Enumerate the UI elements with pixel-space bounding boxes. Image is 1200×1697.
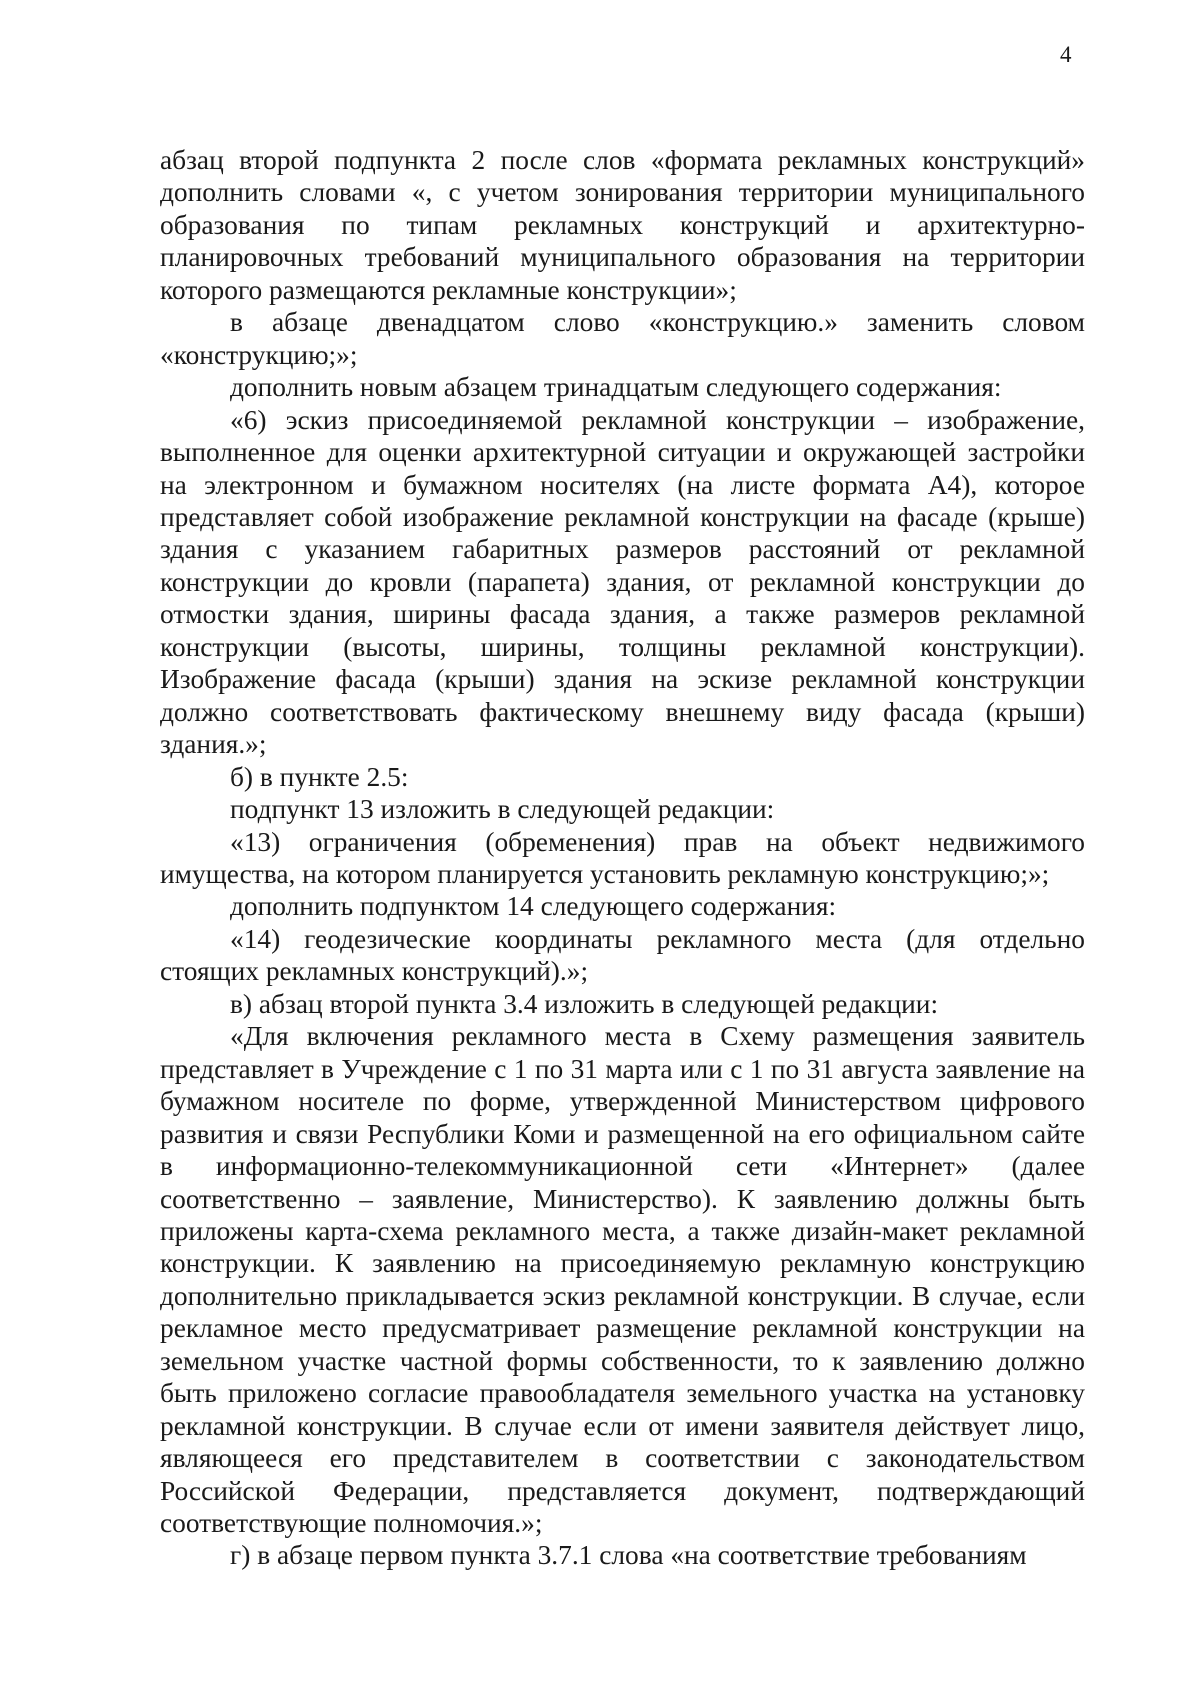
paragraph-point-2-5: б) в пункте 2.5: xyxy=(230,761,409,792)
paragraph-sketch-definition: «6) эскиз присоединяемой рекламной конструкции – изображение, выполненное для оценки архитектурной ситуации и окружающей застройки на электронном и бумажном носителях (на листе формата А4), которое представляет собой изображение рекламной конструкции на фасаде (крыше) здания с указанием габаритных размеров расстояний от рекламной конструкции до кровли (парапета) здания, от рекламной конструкции до отмостки здания, ширины фасада здания, а также размеров рекламной конструкции (высоты, ширины, толщины рекламной конструкции). Изображение фасада (крыши) здания на эскизе рекламной конструкции должно соответствовать фактическому внешнему виду фасада (крыши) здания.»; xyxy=(160,404,1085,760)
paragraph-point-3-4-edit: в) абзац второй пункта 3.4 изложить в следующей редакции: xyxy=(230,988,939,1019)
paragraph-point-3-7-1: г) в абзаце первом пункта 3.7.1 слова «на соответствие требованиям xyxy=(230,1540,1027,1571)
document-body xyxy=(160,144,1085,1572)
paragraph-add-subpoint-14: дополнить подпунктом 14 следующего содержания: xyxy=(230,891,837,922)
page-number: 4 xyxy=(1060,42,1072,67)
paragraph-subpoint-13-edit: подпункт 13 изложить в следующей редакции: xyxy=(230,794,775,825)
paragraph-point-3-4-text: «Для включения рекламного места в Схему размещения заявитель представляет в Учреждение с 1 по 31 марта или с 1 по 31 августа заявление на бумажном носителе по форме, утвержденной Министерством цифрового развития и связи Республики Коми и размещенной на его официальном сайте в информационно-телекоммуникационной сети «Интернет» (далее соответственно – заявление, Министерство). К заявлению должны быть приложены карта-схема рекламного места, а также дизайн-макет рекламной конструкции. К заявлению на присоединяемую рекламную конструкцию дополнительно прикладывается эскиз рекламной конструкции. В случае, если рекламное место предусматривает размещение рекламной конструкции на земельном участке частной формы собственности, то к заявлению должно быть приложено согласие правообладателя земельного участка на установку рекламной конструкции. В случае если от имени заявителя действует лицо, являющееся его представителем в соответствии с законодательством Российской Федерации, представляется документ, подтверждающий соответствующие полномочия.»; xyxy=(160,1021,1085,1539)
paragraph-subpoint-2-amendment: абзац второй подпункта 2 после слов «формата рекламных конструкций» дополнить словами «, с учетом зонирования территории муниципального образования по типам рекламных конструкций и архитектурно-планировочных требований муниципального образования на территории которого размещаются рекламные конструкции»; xyxy=(160,145,1085,305)
paragraph-subpoint-14-text: «14) геодезические координаты рекламного места (для отдельно стоящих рекламных конструкций).»; xyxy=(160,923,1085,987)
paragraph-add-thirteenth-abzac: дополнить новым абзацем тринадцатым следующего содержания: xyxy=(230,372,1002,403)
paragraph-twelfth-abzac-amendment: в абзаце двенадцатом слово «конструкцию.» заменить словом «конструкцию;»; xyxy=(160,307,1085,370)
paragraph-subpoint-13-text: «13) ограничения (обременения) прав на объект недвижимого имущества, на котором планируется установить рекламную конструкцию;»; xyxy=(160,826,1085,889)
